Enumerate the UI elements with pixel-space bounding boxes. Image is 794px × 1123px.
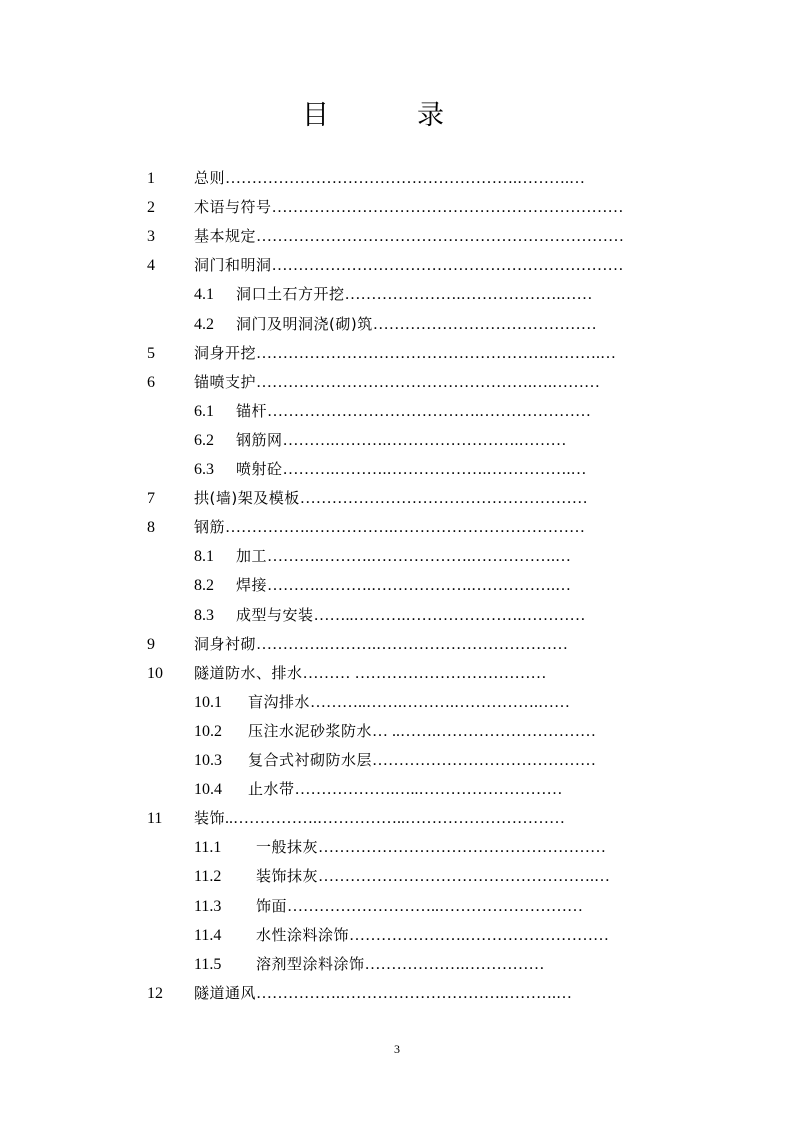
toc-entry[interactable] xyxy=(0,193,794,222)
toc-entry-number: 5 xyxy=(147,344,155,362)
toc-entry-title: 锚喷支护 xyxy=(194,372,257,391)
toc-entry[interactable] xyxy=(0,892,794,921)
toc-entry-leader-dots: …………………………………………….… xyxy=(318,868,611,886)
toc-entry-leader-dots: … ..…….………………………… xyxy=(372,722,597,740)
toc-entry-leader-dots: ……………………………………………….……….… xyxy=(256,344,617,362)
toc-entry-title: 复合式衬砌防水层 xyxy=(248,751,373,769)
toc-entry-leader-dots: …………………………………… xyxy=(372,752,597,769)
toc-entry[interactable] xyxy=(0,979,794,1008)
toc-entry-title: 装饰 xyxy=(194,809,226,828)
toc-entry-leader-dots: …………………………………… xyxy=(372,315,597,333)
toc-entry[interactable] xyxy=(0,251,794,280)
toc-entry-leader-dots: ………….……….……………………………… xyxy=(256,635,569,653)
toc-entry-number: 2 xyxy=(147,199,155,217)
toc-entry-number: 10 xyxy=(147,664,163,682)
toc-entry-leader-dots: …………….………………………….……….… xyxy=(256,984,573,1002)
toc-entry-title: 止水带 xyxy=(248,780,295,799)
toc-entry[interactable] xyxy=(0,484,794,513)
toc-entry-number: 4 xyxy=(147,257,155,275)
toc-entry-title: 水性涂料涂饰 xyxy=(256,925,350,944)
toc-entry[interactable] xyxy=(0,775,794,804)
toc-entry-title: 洞门和明洞 xyxy=(194,256,272,275)
toc-entry-number: 12 xyxy=(147,984,163,1002)
toc-entry-leader-dots: …………………………………………………………… xyxy=(256,228,625,246)
toc-entry-leader-dots: ……….……….……………….…………….… xyxy=(282,461,587,478)
toc-entry-leader-dots: ……………….…..……………………… xyxy=(294,781,563,799)
toc-entry-number: 10.2 xyxy=(194,722,222,740)
toc-entry-leader-dots: ………………………………………………………… xyxy=(271,257,624,275)
toc-entry[interactable] xyxy=(0,368,794,397)
toc-entry[interactable] xyxy=(0,717,794,746)
toc-entry-title: 洞身开挖 xyxy=(194,343,257,362)
toc-entry-number: 6.2 xyxy=(194,431,214,449)
toc-entry[interactable] xyxy=(0,164,794,193)
toc-entry[interactable] xyxy=(0,280,794,309)
toc-entry[interactable] xyxy=(0,455,794,484)
toc-entry[interactable] xyxy=(0,339,794,368)
toc-entry-number: 6.1 xyxy=(194,402,214,420)
toc-entry-title: 溶剂型涂料涂饰 xyxy=(256,954,365,973)
toc-entry[interactable] xyxy=(0,397,794,426)
toc-entry-number: 1 xyxy=(147,170,155,187)
toc-entry-title: 隧道通风 xyxy=(194,983,257,1002)
toc-entry-title: 洞门及明洞浇(砌)筑 xyxy=(236,314,373,333)
toc-entry-leader-dots: ……….……….…………………….……… xyxy=(282,431,567,449)
toc-entry-title: 锚杆 xyxy=(236,401,268,420)
toc-entry-title: 钢筋网 xyxy=(236,430,283,449)
toc-entry-title: 拱(墙)架及模板 xyxy=(194,489,300,508)
toc-entry[interactable] xyxy=(0,310,794,339)
toc-entry-number: 10.4 xyxy=(194,781,222,799)
toc-entry-title: 盲沟排水 xyxy=(248,692,311,711)
toc-entry-leader-dots: ………………………..……………………… xyxy=(287,897,584,915)
toc-entry-number: 8.1 xyxy=(194,548,214,566)
toc-entry-number: 11 xyxy=(147,810,163,828)
toc-entry[interactable] xyxy=(0,921,794,950)
toc-entry-title: 隧道防水、排水 xyxy=(194,663,303,682)
toc-entry[interactable] xyxy=(0,950,794,979)
toc-entry-leader-dots: ……… ……………………………… xyxy=(302,664,547,682)
toc-entry-number: 11.1 xyxy=(194,839,222,857)
title-char-2: 录 xyxy=(417,100,444,131)
toc-entry-number: 3 xyxy=(147,228,155,246)
title-char-1: 目 xyxy=(302,100,329,131)
toc-entry[interactable] xyxy=(0,688,794,717)
toc-entry-number: 11.2 xyxy=(194,868,222,886)
toc-entry-number: 11.5 xyxy=(194,955,222,973)
toc-entry[interactable] xyxy=(0,571,794,600)
toc-entry-title: 基本规定 xyxy=(194,227,257,246)
toc-entry-leader-dots: ………..…….……….…………….…… xyxy=(310,693,571,711)
toc-entry-number: 9 xyxy=(147,635,155,653)
toc-entry-number: 7 xyxy=(147,490,155,508)
toc-entry-title: 喷射砼 xyxy=(236,460,283,478)
toc-entry-title: 洞身衬砌 xyxy=(194,634,257,653)
toc-entry[interactable] xyxy=(0,222,794,251)
toc-entry-leader-dots: ……………………………………………… xyxy=(318,839,607,857)
toc-entry-leader-dots: …………….…………….……………………………… xyxy=(225,519,586,537)
toc-entry[interactable] xyxy=(0,601,794,630)
toc-entry[interactable] xyxy=(0,426,794,455)
toc-entry-title: 总则 xyxy=(194,169,226,187)
toc-entry-leader-dots: ……………………………………………….……….… xyxy=(225,170,586,187)
toc-entry-leader-dots: ……….……….……………….…………….… xyxy=(267,548,572,566)
toc-entry-number: 4.1 xyxy=(194,286,214,304)
toc-entry[interactable] xyxy=(0,862,794,891)
toc-entry-number: 4.2 xyxy=(194,315,214,333)
toc-entry[interactable] xyxy=(0,804,794,833)
toc-entry-number: 8.2 xyxy=(194,577,214,595)
toc-entry-leader-dots: ……..……….………………….………… xyxy=(313,606,586,624)
toc-entry-leader-dots: ..…………….……………..………………………… xyxy=(225,810,566,828)
toc-title xyxy=(0,96,794,136)
toc-entry-number: 6 xyxy=(147,373,155,391)
toc-entry-leader-dots: ………………………………………………………… xyxy=(271,199,624,217)
toc-entry-number: 11.3 xyxy=(194,897,222,915)
toc-entry-number: 8.3 xyxy=(194,606,214,624)
toc-entry-title: 术语与符号 xyxy=(194,198,272,217)
toc-entry[interactable] xyxy=(0,833,794,862)
toc-entry-number: 10.3 xyxy=(194,752,222,769)
toc-entry[interactable] xyxy=(0,746,794,775)
toc-entry-leader-dots: ……….……….……………….…………….… xyxy=(267,577,572,595)
toc-entry[interactable] xyxy=(0,630,794,659)
toc-entry-title: 焊接 xyxy=(236,576,268,595)
toc-entry-title: 饰面 xyxy=(256,896,288,915)
page-number: 3 xyxy=(394,1042,400,1056)
toc-entry-title: 成型与安装 xyxy=(236,605,314,624)
toc-entry-leader-dots: ……………….…………… xyxy=(364,955,545,973)
toc-entry-leader-dots: ……………………………………………… xyxy=(299,490,588,508)
toc-entry-title: 装饰抹灰 xyxy=(256,867,319,886)
toc-entry-leader-dots: …………………………………………….….……… xyxy=(256,373,601,391)
toc-entry-leader-dots: ………………….……………….…… xyxy=(344,286,593,304)
toc-entry-title: 加工 xyxy=(236,547,268,566)
toc-entry[interactable] xyxy=(0,659,794,688)
toc-entry-title: 洞口土石方开挖 xyxy=(236,285,345,304)
toc-entry-number: 8 xyxy=(147,519,155,537)
toc-entry-leader-dots: ………………….……………………… xyxy=(349,926,610,944)
toc-entry-number: 10.1 xyxy=(194,693,222,711)
toc-entry-title: 压注水泥砂浆防水 xyxy=(248,721,373,740)
toc-entry-title: 钢筋 xyxy=(194,518,226,537)
toc-entry-number: 11.4 xyxy=(194,926,222,944)
toc-entry-leader-dots: ………………………………….………………… xyxy=(267,402,592,420)
toc-entry[interactable] xyxy=(0,513,794,542)
toc-entry-number: 6.3 xyxy=(194,461,214,478)
toc-entry-title: 一般抹灰 xyxy=(256,838,319,857)
toc-entry[interactable] xyxy=(0,542,794,571)
